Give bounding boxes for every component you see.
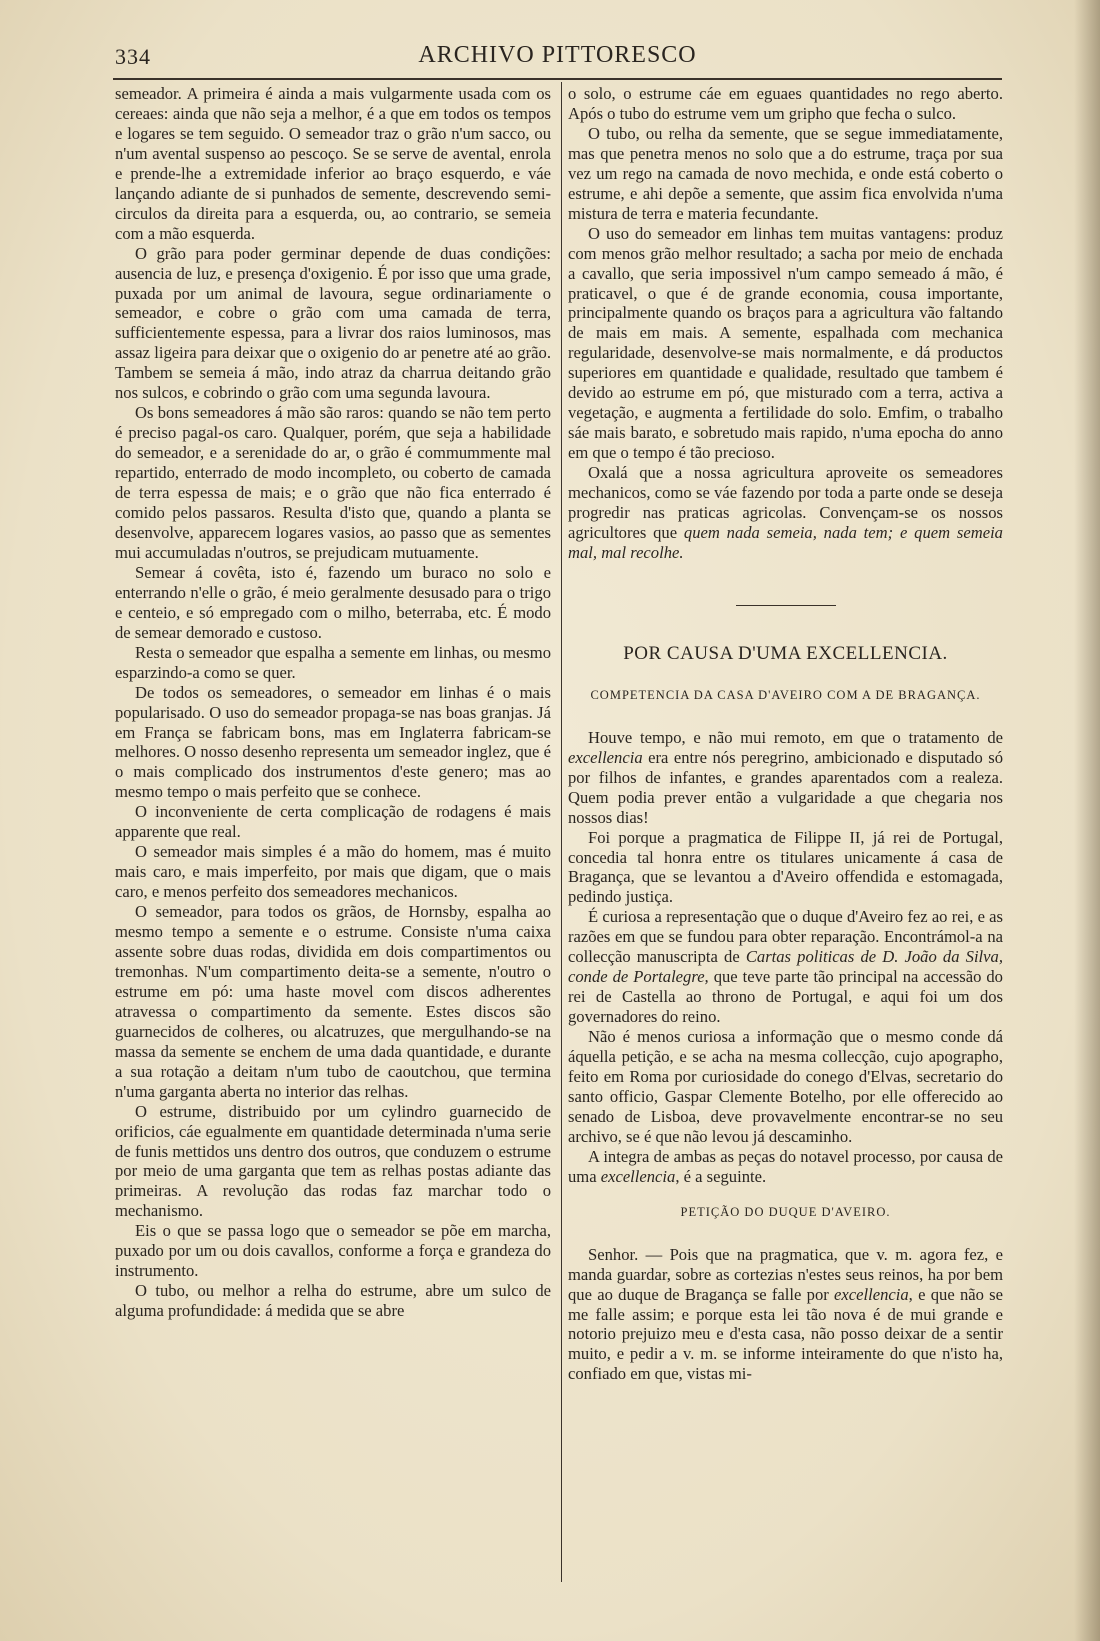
paragraph: Os bons semeadores á mão são raros: quando se não tem perto é preciso pagal-os caro. Qualquer, porém, que seja a habilidade do semeador, e a serenidade do ar, o grão é commummente mal repartido, enterrado de modo incompleto, ou coberto de camada de terra espessa de mais; e o grão que não fica enterrado é comido pelos passaros. Resulta d'isto que, quando a planta se desenvolve, apparecem logares vasios, ao passo que as sementes mui accumuladas n'outros, se prejudicam mutuamente. xyxy=(115,403,551,562)
paragraph: O inconveniente de certa complicação de rodagens é mais apparente que real. xyxy=(115,802,551,842)
paragraph: O semeador mais simples é a mão do homem, mas é muito mais caro, e mais imperfeito, por mais que digam, que o mais caro, e menos perfeito dos semeadores mechanicos. xyxy=(115,842,551,902)
paragraph: Foi porque a pragmatica de Filippe II, já rei de Portugal, concedia tal honra entre os titulares unicamente á casa de Bragança, que se levantou a d'Aveiro offendida e estomagada, pedindo justiça. xyxy=(568,827,1003,907)
text-run: , e que não se me falle assim; e porque esta lei tão nova é de mui grande e notorio prejuizo meu e d'esta casa, não posso deixar de a sentir muito, e pedir a v. m. se informe inteiramente do que n'isto ha, confiado em que, vistas mi- xyxy=(568,1284,1003,1384)
paragraph xyxy=(568,907,1003,1027)
column-divider xyxy=(561,82,562,1582)
paragraph: O tubo, ou melhor a relha do estrume, abre um sulco de alguma profundidade: á medida que se abre xyxy=(115,1281,551,1321)
paragraph: O grão para poder germinar depende de duas condições: ausencia de luz, e presença d'oxigenio. É por isso que uma grade, puxada por um animal de lavoura, segue ordinariamente o semeador, e cobre o grão com uma camada de terra, sufficientemente espessa, para a livrar dos raios luminosos, mas assaz ligeira para deixar que o oxigenio do ar penetre até ao grão. Tambem se semeia á mão, indo atraz da charrua deitando grão nos sulcos, e cobrindo o grão com uma segunda lavoura. xyxy=(115,243,551,403)
binding-shadow xyxy=(1074,0,1100,1641)
section-separator xyxy=(736,605,836,606)
paragraph xyxy=(568,728,1003,828)
paragraph xyxy=(568,1147,1003,1187)
paragraph: Semear á covêta, isto é, fazendo um buraco no solo e enterrando n'elle o grão, é meio geralmente desusado para o trigo e centeio, e só empregado com o milho, beterraba, etc. É modo de semear demorado e custoso. xyxy=(115,562,551,642)
article-subtitle: COMPETENCIA DA CASA D'AVEIRO COM A DE BRAGANÇA. xyxy=(590,687,981,702)
paragraph: O tubo, ou relha da semente, que se segue immediatamente, mas que penetra menos no solo que a do estrume, traça por sua vez um rego na camada de novo mechida, e onde está coberto o estrume, e ahi depõe a semente, que assim fica envolvida n'uma mistura de terra e materia fecundante. xyxy=(568,123,1003,223)
closing-paragraph xyxy=(568,463,1003,563)
italic-run: excellencia xyxy=(600,1166,676,1186)
paragraph: Eis o que se passa logo que o semeador se põe em marcha, puxado por um ou dois cavallos, conforme a força e grandeza do instrumento. xyxy=(115,1221,551,1281)
italic-run: Cartas politicas de D. João da Silva, conde de Portalegre, xyxy=(568,947,1003,987)
text-run: Houve tempo, e não mui remoto, em que o tratamento de xyxy=(588,727,1003,747)
header-rule xyxy=(113,78,1002,80)
text-run: É curiosa a representação que o duque d'Aveiro fez ao rei, e as razões em que se fundou para obter reparação. Encontrámol-a na collecção manuscripta de xyxy=(568,907,1003,967)
closing-text: Oxalá que a nossa agricultura aproveite os semeadores mechanicos, como se váe fazendo por toda a parte onde se deseja progredir nas praticas agricolas. Convençam-se os nossos agricultores que xyxy=(568,463,1003,542)
closing-proverb: quem nada semeia, nada tem; e quem semeia mal, mal recolhe. xyxy=(568,522,1003,562)
italic-run: excellencia xyxy=(568,747,643,767)
petition-title: PETIÇÃO DO DUQUE D'AVEIRO. xyxy=(680,1204,891,1219)
paragraph: semeador. A primeira é ainda a mais vulgarmente usada com os cereaes: ainda que não seja a melhor, é a que em todos os tempos e logares se tem seguido. O semeador traz o grão n'um sacco, ou n'um avental suspenso ao pescoço. Se se serve de avental, enrola e prende-lhe a extremidade inferior ao braço esquerdo, e váe lançando adiante de si punhados de semente, descrevendo semi-circulos da direita para a esquerda, ou, ao contrario, se semeia com a mão esquerda. xyxy=(115,84,551,243)
italic-run: excellencia xyxy=(834,1284,909,1304)
text-run: que teve parte tão principal na accessão do rei de Castella ao throno de Portugal, e aqui foi um dos governadores do reino. xyxy=(568,967,1003,1027)
paragraph: O semeador, para todos os grãos, de Hornsby, espalha ao mesmo tempo a semente e o estrume. Consiste n'uma caixa assente sobre duas rodas, dividida em dois compartimentos ou tremonhas. N'um compartimento deita-se a semente, n'outro o estrume em pó: uma haste movel com discos adherentes atravessa o compartimento da semente. Estes discos são guarnecidos de colheres, ou alcatruzes, que mergulhando-se na massa da semente se enchem de uma dada quantidade, e durante a sua rotação a deitam n'um tubo de caoutchou, que termina n'uma garganta aberta no interior das relhas. xyxy=(115,902,551,1101)
left-column xyxy=(115,84,551,1321)
text-run: Senhor. — Pois que na pragmatica, que v. m. agora fez, e manda guardar, sobre as cortezias n'estes seus reinos, ha por bem que ao duque de Bragança se falle por xyxy=(568,1244,1003,1304)
paragraph: O uso do semeador em linhas tem muitas vantagens: produz com menos grão melhor resultado; a sacha por meio de enchada a cavallo, que seria impossivel n'um campo semeado á mão, é praticavel, o que é de grande economia, cousa importante, principalmente quando os braços para a agricultura vão faltando de mais em mais. A semente, espalhada com mechanica regularidade, desenvolve-se mais normalmente, e dá productos superiores em quantidade e qualidade, resultado que tambem é devido ao estrume em pó, que misturado com a terra, activa a vegetação, e augmenta a fertilidade do solo. Emfim, o trabalho sáe mais barato, e sobretudo mais rapido, n'uma epocha do anno em que o tempo é tão precioso. xyxy=(568,223,1003,463)
running-title: ARCHIVO PITTORESCO xyxy=(418,42,697,68)
text-run: A integra de ambas as peças do notavel processo, por causa de uma xyxy=(568,1146,1003,1186)
page-number: 334 xyxy=(115,44,151,69)
text-run: era entre nós peregrino, ambicionado e disputado só por filhos de infantes, e grandes aparentados com a realeza. Quem podia prever então a vulgaridade a que chegaria nos nossos dias! xyxy=(568,747,1003,827)
paragraph xyxy=(568,1245,1003,1385)
paragraph: Não é menos curiosa a informação que o mesmo conde dá áquella petição, e se acha na mesma collecção, cujo apographo, feito em Roma por curiosidade do conego d'Elvas, secretario do santo officio, Gaspar Clemente Botelho, por elle offerecido ao senado de Lisboa, deve provavelmente encontrar-se no seu archivo, se é que não levou já descaminho. xyxy=(568,1027,1003,1146)
right-column xyxy=(568,84,1003,1384)
text-run: , é a seguinte. xyxy=(675,1166,767,1186)
paragraph: o solo, o estrume cáe em eguaes quantidades no rego aberto. Após o tubo do estrume vem um gripho que fecha o sulco. xyxy=(568,84,1003,123)
article-title: POR CAUSA D'UMA EXCELLENCIA. xyxy=(623,642,948,664)
paragraph: De todos os semeadores, o semeador em linhas é o mais popularisado. O uso do semeador propaga-se nas boas granjas. Já em França se fabricam bons, mas em Inglaterra fabricam-se melhores. O nosso desenho representa um semeador inglez, que é o mais complicado dos instrumentos d'este genero; mas ao mesmo tempo o mais perfeito que se conhece. xyxy=(115,682,551,802)
paragraph: Resta o semeador que espalha a semente em linhas, ou mesmo esparzindo-a como se quer. xyxy=(115,642,551,682)
page-header xyxy=(115,42,1000,72)
paragraph: O estrume, distribuido por um cylindro guarnecido de orificios, cáe egualmente em quantidade determinada n'uma serie de funis mettidos uns dentro dos outros, que conduzem o estrume por meio de uma garganta que tem as relhas postas adiante das primeiras. A revolução das rodas faz marchar todo o mechanismo. xyxy=(115,1101,551,1221)
